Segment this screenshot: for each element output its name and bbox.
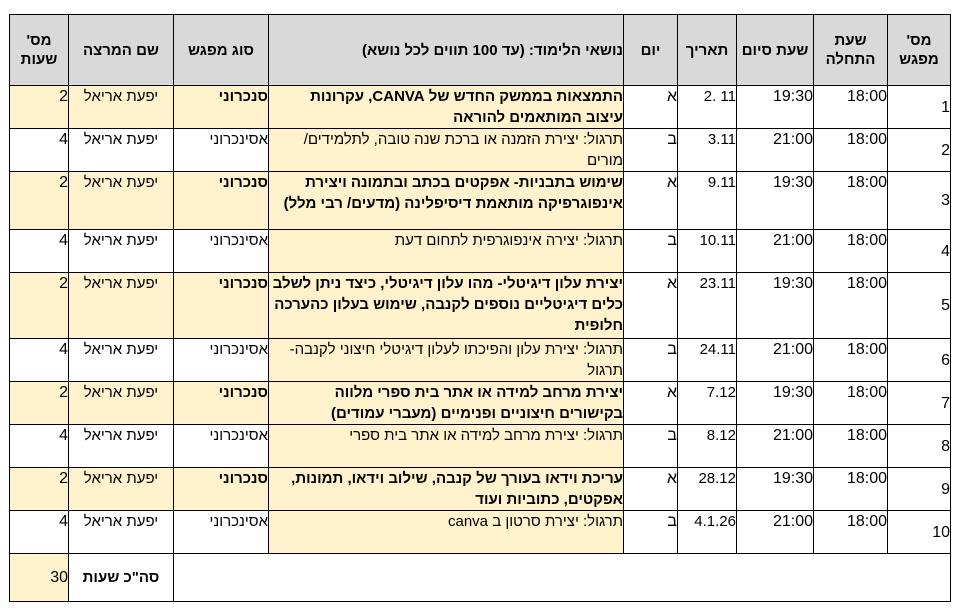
session-type-cell: סנכרוני xyxy=(174,273,269,339)
lecturer-cell: יפעת אריאל xyxy=(69,129,174,172)
topic-cell: התמצאות בממשק החדש של CANVA, עקרונות עיצוב המותאמים להוראה xyxy=(269,86,624,129)
header-topics: נושאי הלימוד: (עד 100 תווים לכל נושא) xyxy=(269,15,624,86)
lecturer-cell: יפעת אריאל xyxy=(69,339,174,382)
table-row xyxy=(10,230,951,273)
end-time-cell: 21:00 xyxy=(737,425,814,468)
end-time-cell: 21:00 xyxy=(737,511,814,554)
day-cell: ב xyxy=(624,339,678,382)
date-cell: 9.11 xyxy=(678,172,737,230)
table-row xyxy=(10,468,951,511)
session-type-cell: אסינכרוני xyxy=(174,230,269,273)
topic-cell: עריכת וידאו בעורך של קנבה, שילוב וידאו, תמונות, אפקטים, כתוביות ועוד xyxy=(269,468,624,511)
table-row xyxy=(10,511,951,554)
session-number-cell: 7 xyxy=(888,382,951,425)
end-time-cell: 19:30 xyxy=(737,468,814,511)
date-cell: 23.11 xyxy=(678,273,737,339)
end-time-cell: 19:30 xyxy=(737,86,814,129)
table-row xyxy=(10,425,951,468)
date-cell: 4.1.26 xyxy=(678,511,737,554)
lecturer-cell: יפעת אריאל xyxy=(69,382,174,425)
total-hours-value: 30 xyxy=(10,554,69,602)
day-cell: ב xyxy=(624,129,678,172)
hours-cell: 2 xyxy=(10,172,69,230)
table-row xyxy=(10,339,951,382)
schedule-table xyxy=(9,14,951,602)
topic-cell: תרגול: יצירה אינפוגרפית לתחום דעת xyxy=(269,230,624,273)
session-number-cell: 9 xyxy=(888,468,951,511)
lecturer-cell: יפעת אריאל xyxy=(69,230,174,273)
start-time-cell: 18:00 xyxy=(814,172,888,230)
header-session-type: סוג מפגש xyxy=(174,15,269,86)
lecturer-cell: יפעת אריאל xyxy=(69,425,174,468)
total-hours-label: סה"כ שעות xyxy=(69,554,174,602)
session-number-cell: 1 xyxy=(888,86,951,129)
total-row xyxy=(10,554,951,602)
date-cell: 8.12 xyxy=(678,425,737,468)
start-time-cell: 18:00 xyxy=(814,230,888,273)
table-row xyxy=(10,129,951,172)
header-start-time: שעת התחלה xyxy=(814,15,888,86)
date-cell: 3.11 xyxy=(678,129,737,172)
session-number-cell: 6 xyxy=(888,339,951,382)
hours-cell: 2 xyxy=(10,468,69,511)
topic-cell: תרגול: יצירת עלון והפיכתו לעלון דיגיטלי חיצוני לקנבה- תרגול xyxy=(269,339,624,382)
hours-cell: 2 xyxy=(10,273,69,339)
day-cell: א xyxy=(624,86,678,129)
header-date: תאריך xyxy=(678,15,737,86)
session-number-cell: 5 xyxy=(888,273,951,339)
session-type-cell: אסינכרוני xyxy=(174,339,269,382)
end-time-cell: 21:00 xyxy=(737,339,814,382)
session-type-cell: סנכרוני xyxy=(174,382,269,425)
topic-cell: תרגול: יצירת סרטון ב canva xyxy=(269,511,624,554)
date-cell: 24.11 xyxy=(678,339,737,382)
hours-cell: 4 xyxy=(10,511,69,554)
header-lecturer: שם המרצה xyxy=(69,15,174,86)
end-time-cell: 19:30 xyxy=(737,273,814,339)
start-time-cell: 18:00 xyxy=(814,129,888,172)
day-cell: א xyxy=(624,382,678,425)
table-row xyxy=(10,382,951,425)
session-type-cell: סנכרוני xyxy=(174,86,269,129)
topic-cell: תרגול: יצירת הזמנה או ברכת שנה טובה, לתלמידים/ מורים xyxy=(269,129,624,172)
date-cell: 7.12 xyxy=(678,382,737,425)
session-type-cell: סנכרוני xyxy=(174,468,269,511)
end-time-cell: 21:00 xyxy=(737,230,814,273)
start-time-cell: 18:00 xyxy=(814,511,888,554)
start-time-cell: 18:00 xyxy=(814,382,888,425)
end-time-cell: 21:00 xyxy=(737,129,814,172)
lecturer-cell: יפעת אריאל xyxy=(69,511,174,554)
topic-cell: שימוש בתבניות- אפקטים בכתב ובתמונה ויצירת אינפוגרפיקה מותאמת דיסיפלינה (מדעים/ רבי מלל) xyxy=(269,172,624,230)
session-type-cell: אסינכרוני xyxy=(174,511,269,554)
start-time-cell: 18:00 xyxy=(814,86,888,129)
hours-cell: 4 xyxy=(10,129,69,172)
header-end-time: שעת סיום xyxy=(737,15,814,86)
table-row xyxy=(10,86,951,129)
session-number-cell: 10 xyxy=(888,511,951,554)
lecturer-cell: יפעת אריאל xyxy=(69,273,174,339)
hours-cell: 2 xyxy=(10,86,69,129)
end-time-cell: 19:30 xyxy=(737,172,814,230)
session-type-cell: אסינכרוני xyxy=(174,129,269,172)
session-number-cell: 8 xyxy=(888,425,951,468)
header-day: יום xyxy=(624,15,678,86)
session-number-cell: 4 xyxy=(888,230,951,273)
hours-cell: 4 xyxy=(10,230,69,273)
start-time-cell: 18:00 xyxy=(814,339,888,382)
day-cell: ב xyxy=(624,425,678,468)
header-row xyxy=(10,15,951,86)
start-time-cell: 18:00 xyxy=(814,425,888,468)
lecturer-cell: יפעת אריאל xyxy=(69,468,174,511)
hours-cell: 4 xyxy=(10,425,69,468)
start-time-cell: 18:00 xyxy=(814,468,888,511)
day-cell: ב xyxy=(624,511,678,554)
session-type-cell: אסינכרוני xyxy=(174,425,269,468)
hours-cell: 2 xyxy=(10,382,69,425)
day-cell: א xyxy=(624,468,678,511)
topic-cell: תרגול: יצירת מרחב למידה או אתר בית ספרי xyxy=(269,425,624,468)
date-cell: 2. 11 xyxy=(678,86,737,129)
date-cell: 10.11 xyxy=(678,230,737,273)
header-hours: מס' שעות xyxy=(10,15,69,86)
day-cell: א xyxy=(624,273,678,339)
session-number-cell: 2 xyxy=(888,129,951,172)
topic-cell: יצירת עלון דיגיטלי- מהו עלון דיגיטלי, כיצד ניתן לשלב כלים דיגיטליים נוספים לקנבה, שימוש בעלון כהערכה חלופית xyxy=(269,273,624,339)
lecturer-cell: יפעת אריאל xyxy=(69,172,174,230)
hours-cell: 4 xyxy=(10,339,69,382)
table-row xyxy=(10,273,951,339)
lecturer-cell: יפעת אריאל xyxy=(69,86,174,129)
table-row xyxy=(10,172,951,230)
day-cell: ב xyxy=(624,230,678,273)
end-time-cell: 19:30 xyxy=(737,382,814,425)
date-cell: 28.12 xyxy=(678,468,737,511)
start-time-cell: 18:00 xyxy=(814,273,888,339)
session-type-cell: סנכרוני xyxy=(174,172,269,230)
topic-cell: יצירת מרחב למידה או אתר בית ספרי מלווה בקישורים חיצוניים ופנימיים (מעברי עמודים) xyxy=(269,382,624,425)
session-number-cell: 3 xyxy=(888,172,951,230)
header-session-number: מס' מפגש xyxy=(888,15,951,86)
day-cell: א xyxy=(624,172,678,230)
total-row-empty xyxy=(174,554,951,602)
